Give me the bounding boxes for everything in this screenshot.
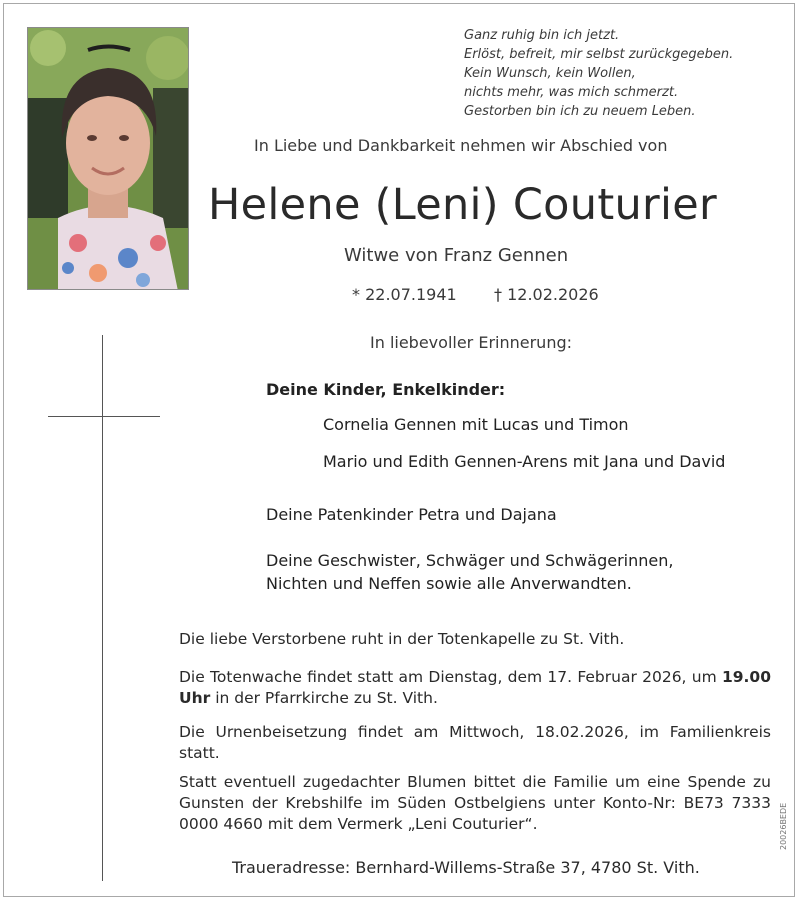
child-entry: Cornelia Gennen mit Lucas und Timon <box>323 415 629 434</box>
wake-info <box>179 667 771 709</box>
ad-code: 20026BEDE <box>779 802 788 850</box>
cross-horizontal <box>48 416 160 417</box>
child-entry: Mario und Edith Gennen-Arens mit Jana und David <box>323 452 726 471</box>
wake-text: Die Totenwache findet statt am Dienstag, dem 17. Februar 2026, um <box>179 668 717 686</box>
poem-line: Ganz ruhig bin ich jetzt. <box>464 28 620 43</box>
godchildren: Deine Patenkinder Petra und Dajana <box>266 505 557 524</box>
poem-line: Gestorben bin ich zu neuem Leben. <box>464 104 696 119</box>
donation-info: Statt eventuell zugedachter Blumen bittet die Familie um eine Spende zu Gunsten der Krebshilfe im Süden Ostbelgiens unter Konto-Nr: BE73 7333 0000 4660 mit dem Vermerk „Leni Couturier“. <box>179 773 771 833</box>
wake-place: in der Pfarrkirche zu St. Vith. <box>210 689 438 707</box>
siblings-line: Deine Geschwister, Schwäger und Schwägerinnen, <box>266 551 674 570</box>
poem-line: Kein Wunsch, kein Wollen, <box>464 66 636 81</box>
poem <box>464 26 784 121</box>
memory-heading: In liebevoller Erinnerung: <box>370 333 572 352</box>
birth-date: * 22.07.1941 <box>352 285 457 304</box>
urn-info: Die Urnenbeisetzung findet am Mittwoch, 18.02.2026, im Familienkreis statt. <box>179 723 771 762</box>
deceased-name: Helene (Leni) Couturier <box>208 180 718 230</box>
chapel-info: Die liebe Verstorbene ruht in der Totenkapelle zu St. Vith. <box>179 630 625 648</box>
wake-time: 19.00 Uhr <box>179 668 771 707</box>
death-date: † 12.02.2026 <box>494 285 599 304</box>
poem-line: nichts mehr, was mich schmerzt. <box>464 85 679 100</box>
mourning-address: Traueradresse: Bernhard-Willems-Straße 37, 4780 St. Vith. <box>232 858 700 877</box>
widow-of: Witwe von Franz Gennen <box>344 245 569 266</box>
children-heading: Deine Kinder, Enkelkinder: <box>266 380 506 399</box>
intro-text: In Liebe und Dankbarkeit nehmen wir Abschied von <box>254 136 668 155</box>
poem-line: Erlöst, befreit, mir selbst zurückgegeben. <box>464 47 734 62</box>
portrait-photo <box>27 27 189 290</box>
siblings-line: Nichten und Neffen sowie alle Anverwandten. <box>266 574 632 593</box>
